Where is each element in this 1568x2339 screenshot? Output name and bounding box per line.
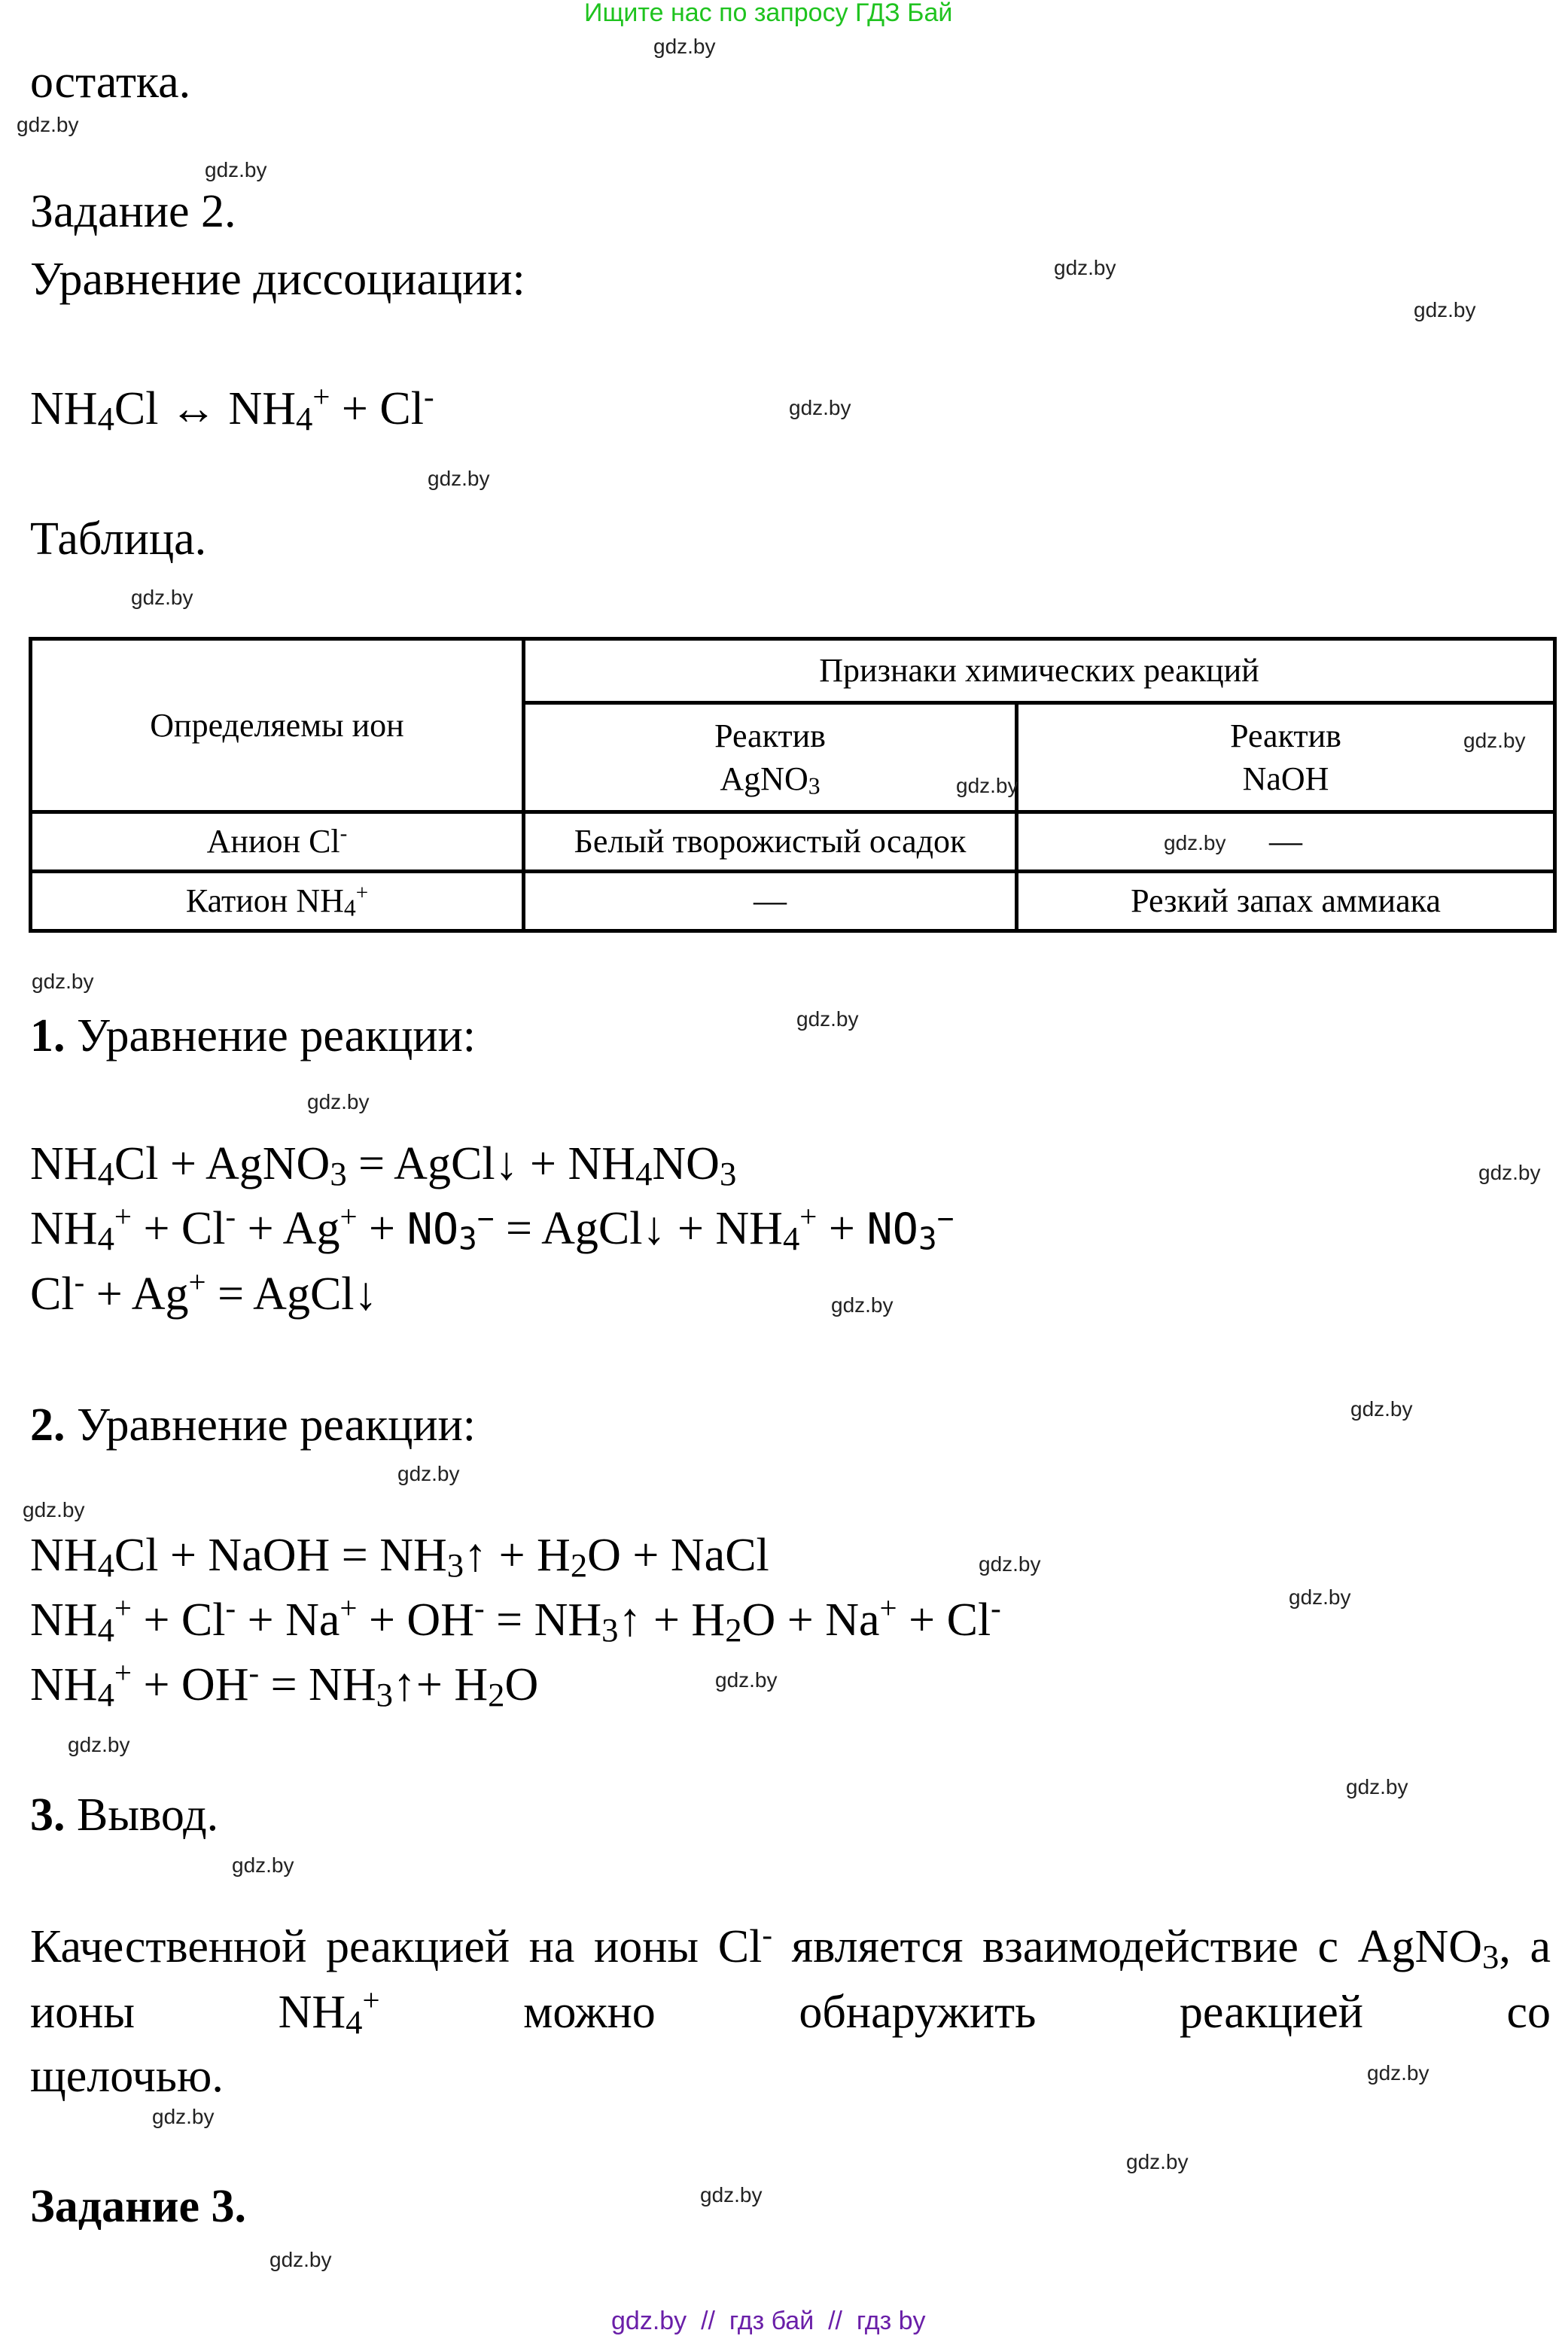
watermark: gdz.by	[131, 586, 193, 609]
watermark: gdz.by	[152, 2105, 215, 2128]
header-ion-label: Определяемы ион	[150, 706, 404, 744]
top-banner-link[interactable]: Ищите нас по запросу ГДЗ Бай	[584, 0, 953, 27]
header-signs-label: Признаки химических реакций	[819, 652, 1259, 690]
watermark: gdz.by	[979, 1552, 1041, 1576]
table-header-ion	[31, 639, 524, 812]
reaction-1-full-ionic: $NH_4^+ + Cl^- + Ag^+ + NO_3^-$ = AgCl↓ + $NH_4^+ + NO_3^-$	[30, 1199, 955, 1258]
table-title: Таблица.	[30, 513, 207, 565]
table-header-agno3	[524, 703, 1017, 812]
reaction-2-short-ionic: $NH_4^+ + OH^-$ = $NH_3↑+ H_2O$	[30, 1655, 539, 1714]
reagent-naoh: NaOH	[1242, 760, 1329, 797]
reagent-agno3: AgNO$_3$	[720, 760, 821, 799]
watermark: gdz.by	[653, 35, 716, 58]
watermark: gdz.by	[307, 1090, 370, 1113]
watermark: gdz.by	[956, 774, 1018, 797]
watermark: gdz.by	[397, 1462, 460, 1485]
row-anion-cl: Анион Cl-	[31, 812, 524, 872]
watermark: gdz.by	[831, 1293, 894, 1317]
watermark: gdz.by	[1463, 729, 1526, 752]
watermark: gdz.by	[32, 970, 94, 993]
watermark: gdz.by	[1164, 831, 1226, 854]
conclusion-paragraph: Качественной реакцией на ионы Cl- является взаимодействие с AgNO$_3$, а ионы $NH_4^+$ можно обнаружить реакцией со	[30, 1917, 1551, 2042]
watermark: gdz.by	[232, 1853, 294, 1877]
ion-reactions-table	[29, 637, 1557, 933]
dissociation-equation: $NH_4Cl$ ↔ $NH_4^+ + Cl^-$	[30, 379, 434, 438]
watermark: gdz.by	[796, 1007, 859, 1031]
watermark: gdz.by	[789, 396, 851, 419]
watermark: gdz.by	[700, 2183, 763, 2207]
watermark: gdz.by	[1289, 1585, 1351, 1609]
watermark: gdz.by	[1126, 2150, 1189, 2173]
heading-task-3: Задание 3.	[30, 2181, 247, 2232]
conclusion-title: 3. Вывод.	[30, 1789, 219, 1841]
watermark: gdz.by	[1346, 1775, 1408, 1798]
conclusion-last-line: щелочью.	[30, 2051, 224, 2102]
reagent-label: Реактив	[1230, 717, 1341, 754]
row-cation-nh4: Катион $NH_4^+$	[31, 872, 524, 931]
cell-anion-agno3: Белый творожистый осадок	[524, 812, 1017, 872]
table-header-naoh	[1017, 703, 1555, 812]
reaction-2-full-ionic: $NH_4^+ + Cl^- + Na^+ + OH^-$ = $NH_3↑ + H_2O + Na^+ + Cl^-$	[30, 1591, 1001, 1649]
text-ostatka: остатка.	[30, 56, 191, 108]
watermark: gdz.by	[1414, 298, 1476, 321]
watermark: gdz.by	[205, 158, 267, 181]
watermark: gdz.by	[1478, 1161, 1541, 1184]
reaction-2-title: 2. Уравнение реакции:	[30, 1399, 476, 1451]
heading-task-2: Задание 2.	[30, 186, 236, 237]
watermark: gdz.by	[1367, 2061, 1429, 2085]
footer-links[interactable]: gdz.by // гдз бай // гдз by	[611, 2307, 926, 2335]
watermark: gdz.by	[23, 1498, 85, 1521]
watermark: gdz.by	[1054, 256, 1116, 279]
reagent-label: Реактив	[714, 717, 826, 754]
dissociation-title: Уравнение диссоциации:	[30, 254, 525, 305]
watermark: gdz.by	[428, 467, 490, 490]
watermark: gdz.by	[269, 2248, 332, 2271]
watermark: gdz.by	[17, 113, 79, 136]
reaction-2-molecular: $NH_4Cl$ + NaOH = $NH_3↑ + H_2O$ + NaCl	[30, 1530, 769, 1585]
reaction-1-short-ionic: Cl- + Ag+ = AgCl↓	[30, 1265, 378, 1320]
cell-cation-agno3: —	[524, 872, 1017, 931]
watermark: gdz.by	[1350, 1397, 1413, 1421]
cell-anion-naoh: —	[1017, 812, 1555, 872]
watermark: gdz.by	[68, 1733, 130, 1756]
reaction-1-title: 1. Уравнение реакции:	[30, 1010, 476, 1061]
cell-cation-naoh: Резкий запах аммиака	[1017, 872, 1555, 931]
reaction-1-molecular: $NH_4Cl$ + AgNO$_3$ = AgCl↓ + $NH_4NO_3$	[30, 1138, 737, 1193]
watermark: gdz.by	[715, 1668, 778, 1692]
table-header-signs	[524, 639, 1555, 703]
